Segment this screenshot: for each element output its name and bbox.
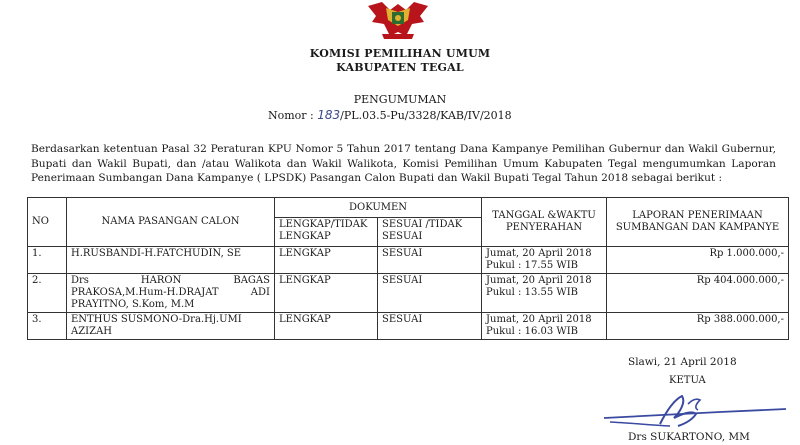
row-no: 1. xyxy=(28,247,67,274)
signatory-name: Drs SUKARTONO, MM xyxy=(628,431,750,443)
row-jumlah: Rp 1.000.000,- xyxy=(607,247,789,274)
nomor-handwritten-number: 183 xyxy=(317,108,341,122)
lpsdk-table xyxy=(27,197,789,340)
row-date: Jumat, 20 April 2018 xyxy=(486,248,592,259)
header-sesuai: SESUAI /TIDAK SESUAI xyxy=(378,218,482,247)
nomor-suffix: /PL.03.5-Pu/3328/KAB/IV/2018 xyxy=(340,109,512,122)
row-tanggal xyxy=(482,274,607,313)
header-dokumen: DOKUMEN xyxy=(275,198,482,218)
signatory-position: KETUA xyxy=(669,375,706,386)
table-row xyxy=(28,313,789,340)
table-row xyxy=(28,247,789,274)
row-time: Pukul : 13.55 WIB xyxy=(486,287,578,298)
row-jumlah: Rp 404.000.000,- xyxy=(607,274,789,313)
row-sesuai: SESUAI xyxy=(378,313,482,340)
row-nama: Drs HARON BAGAS PRAKOSA,M.Hum-H.DRAJAT ADI PRAYITNO, S.Kom, M.M xyxy=(67,274,275,313)
row-tanggal xyxy=(482,313,607,340)
header-lengkap: LENGKAP/TIDAK LENGKAP xyxy=(275,218,378,247)
garuda-emblem-icon xyxy=(362,0,434,40)
row-lengkap: LENGKAP xyxy=(275,247,378,274)
row-time: Pukul : 16.03 WIB xyxy=(486,326,578,337)
header-laporan: LAPORAN PENERIMAAN SUMBANGAN DAN KAMPANYE xyxy=(607,198,789,247)
row-nama: H.RUSBANDI-H.FATCHUDIN, SE xyxy=(67,247,275,274)
nomor-label: Nomor : xyxy=(268,109,318,122)
row-no: 3. xyxy=(28,313,67,340)
signature-icon xyxy=(600,392,790,432)
table-header-row xyxy=(28,198,789,218)
row-sesuai: SESUAI xyxy=(378,247,482,274)
intro-paragraph: Berdasarkan ketentuan Pasal 32 Peraturan KPU Nomor 5 Tahun 2017 tentang Dana Kampanye Pemilihan Gubernur dan Wakil Gubernur, Bupati dan Wakil Bupati, dan /atau Walikota dan Wakil Walikota, Komisi Pemilihan Umum Kabupaten Tegal mengumumkan Laporan Penerimaan Sumbangan Dana Kampanye ( LPSDK) Pasangan Calon Bupati dan Wakil Bupati Tegal Tahun 2018 sebagai berikut : xyxy=(31,143,776,184)
document-number xyxy=(268,108,512,122)
row-lengkap: LENGKAP xyxy=(275,313,378,340)
row-date: Jumat, 20 April 2018 xyxy=(486,275,592,286)
header-tanggal: TANGGAL &WAKTU PENYERAHAN xyxy=(482,198,607,247)
header-no: NO xyxy=(28,198,67,247)
row-no: 2. xyxy=(28,274,67,313)
place-date: Slawi, 21 April 2018 xyxy=(628,356,737,368)
row-time: Pukul : 17.55 WIB xyxy=(486,260,578,271)
row-lengkap: LENGKAP xyxy=(275,274,378,313)
row-tanggal xyxy=(482,247,607,274)
table-row xyxy=(28,274,789,313)
org-name-line1: KOMISI PEMILIHAN UMUM xyxy=(309,47,491,60)
row-date: Jumat, 20 April 2018 xyxy=(486,314,592,325)
org-name-line2: KABUPATEN TEGAL xyxy=(336,61,464,74)
row-nama: ENTHUS SUSMONO-Dra.Hj.UMI AZIZAH xyxy=(67,313,275,340)
header-nama: NAMA PASANGAN CALON xyxy=(67,198,275,247)
document-title: PENGUMUMAN xyxy=(353,93,447,106)
row-sesuai: SESUAI xyxy=(378,274,482,313)
row-jumlah: Rp 388.000.000,- xyxy=(607,313,789,340)
